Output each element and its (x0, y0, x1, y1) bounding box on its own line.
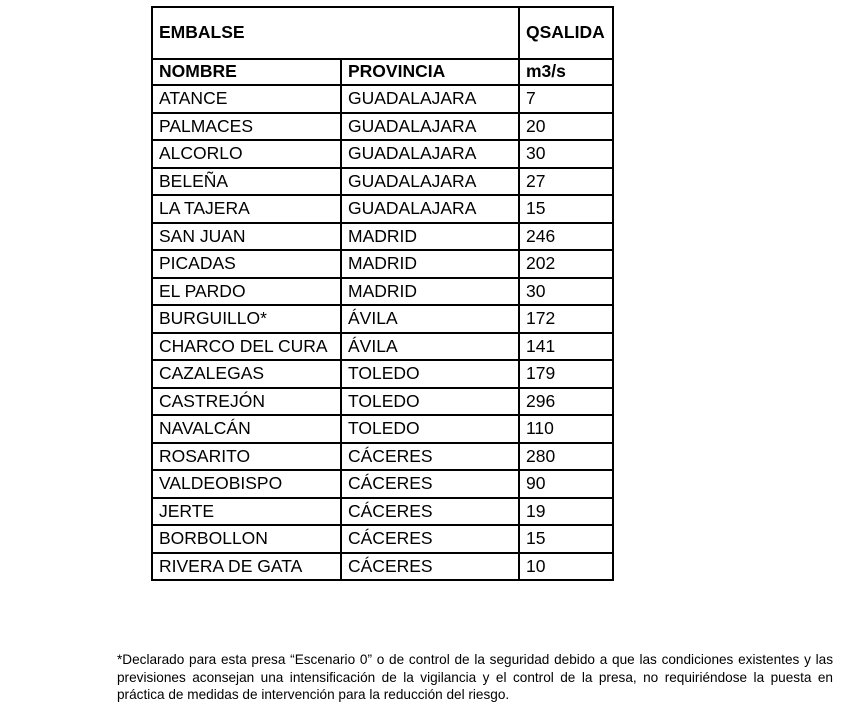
table-row (152, 415, 613, 443)
cell-provincia: CÁCERES (341, 443, 519, 471)
cell-nombre: SAN JUAN (152, 223, 341, 251)
table-row (152, 223, 613, 251)
cell-qsalida: 27 (519, 168, 613, 196)
cell-qsalida: 202 (519, 250, 613, 278)
reservoir-outflow-table (151, 6, 614, 581)
table-row (152, 113, 613, 141)
cell-qsalida: 19 (519, 498, 613, 526)
header-nombre: NOMBRE (152, 59, 341, 85)
cell-nombre: NAVALCÁN (152, 415, 341, 443)
cell-provincia: MADRID (341, 278, 519, 306)
cell-qsalida: 141 (519, 333, 613, 361)
cell-provincia: CÁCERES (341, 525, 519, 553)
cell-qsalida: 15 (519, 195, 613, 223)
table-row (152, 278, 613, 306)
header-provincia: PROVINCIA (341, 59, 519, 85)
table-row (152, 168, 613, 196)
cell-provincia: GUADALAJARA (341, 85, 519, 113)
cell-provincia: MADRID (341, 250, 519, 278)
cell-nombre: BORBOLLON (152, 525, 341, 553)
table-row (152, 250, 613, 278)
footnote: *Declarado para esta presa “Escenario 0” o de control de la seguridad debido a que las condiciones existentes y las previsiones aconsejan una intensificación de la vigilancia y el control de la presa, no requiriéndose la puesta en práctica de medidas de intervención para la reducción del riesgo. (117, 652, 833, 702)
cell-nombre: ATANCE (152, 85, 341, 113)
cell-qsalida: 90 (519, 470, 613, 498)
cell-nombre: VALDEOBISPO (152, 470, 341, 498)
table-row (152, 553, 613, 581)
cell-nombre: PICADAS (152, 250, 341, 278)
table-subheader-row (152, 59, 613, 85)
table-row (152, 443, 613, 471)
cell-provincia: CÁCERES (341, 553, 519, 581)
cell-nombre: EL PARDO (152, 278, 341, 306)
cell-provincia: TOLEDO (341, 360, 519, 388)
cell-nombre: BELEÑA (152, 168, 341, 196)
cell-qsalida: 30 (519, 140, 613, 168)
cell-provincia: CÁCERES (341, 470, 519, 498)
cell-provincia: ÁVILA (341, 305, 519, 333)
cell-provincia: MADRID (341, 223, 519, 251)
table-row (152, 525, 613, 553)
cell-qsalida: 30 (519, 278, 613, 306)
table-header-row (152, 7, 613, 59)
cell-provincia: CÁCERES (341, 498, 519, 526)
cell-nombre: RIVERA DE GATA (152, 553, 341, 581)
cell-qsalida: 172 (519, 305, 613, 333)
table-row (152, 470, 613, 498)
cell-nombre: JERTE (152, 498, 341, 526)
cell-qsalida: 280 (519, 443, 613, 471)
cell-provincia: ÁVILA (341, 333, 519, 361)
table-row (152, 195, 613, 223)
table-row (152, 140, 613, 168)
cell-qsalida: 20 (519, 113, 613, 141)
cell-provincia: GUADALAJARA (341, 140, 519, 168)
cell-qsalida: 15 (519, 525, 613, 553)
cell-qsalida: 179 (519, 360, 613, 388)
table-row (152, 498, 613, 526)
table-row (152, 360, 613, 388)
cell-nombre: LA TAJERA (152, 195, 341, 223)
cell-provincia: GUADALAJARA (341, 113, 519, 141)
cell-nombre: CHARCO DEL CURA (152, 333, 341, 361)
cell-nombre: CASTREJÓN (152, 388, 341, 416)
header-embalse: EMBALSE (152, 7, 519, 59)
table-row (152, 388, 613, 416)
header-qsalida: QSALIDA (519, 7, 613, 59)
cell-provincia: GUADALAJARA (341, 195, 519, 223)
cell-nombre: ROSARITO (152, 443, 341, 471)
cell-qsalida: 246 (519, 223, 613, 251)
cell-nombre: PALMACES (152, 113, 341, 141)
header-unit: m3/s (519, 59, 613, 85)
table-row (152, 305, 613, 333)
cell-qsalida: 296 (519, 388, 613, 416)
table-row (152, 85, 613, 113)
cell-qsalida: 110 (519, 415, 613, 443)
cell-provincia: TOLEDO (341, 388, 519, 416)
cell-qsalida: 7 (519, 85, 613, 113)
cell-nombre: BURGUILLO* (152, 305, 341, 333)
cell-provincia: TOLEDO (341, 415, 519, 443)
cell-nombre: CAZALEGAS (152, 360, 341, 388)
cell-qsalida: 10 (519, 553, 613, 581)
cell-nombre: ALCORLO (152, 140, 341, 168)
cell-provincia: GUADALAJARA (341, 168, 519, 196)
table-row (152, 333, 613, 361)
